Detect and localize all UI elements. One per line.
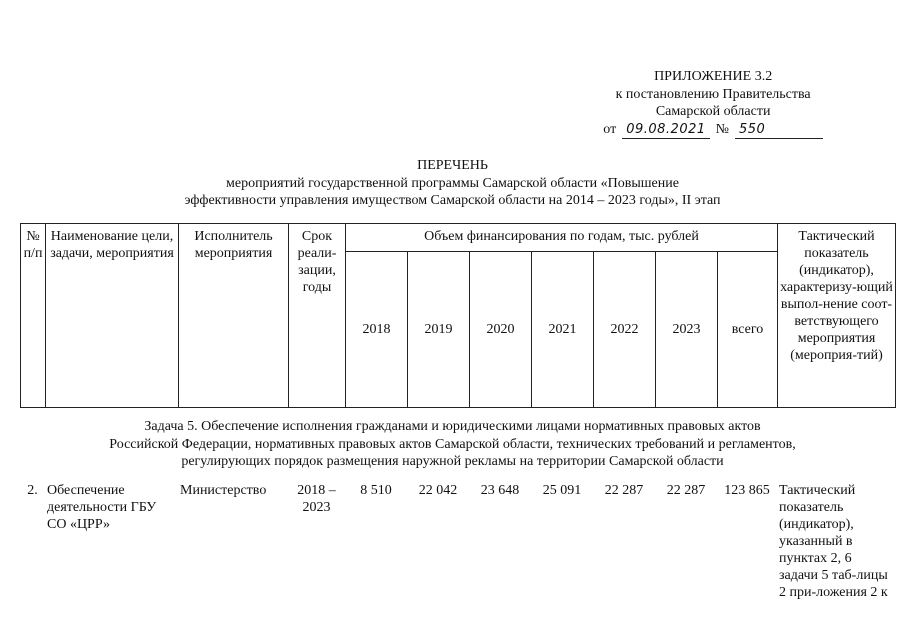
col-header-total: всего bbox=[718, 252, 778, 408]
col-header-term: Срок реали-зации, годы bbox=[289, 224, 346, 408]
col-header-year: 2019 bbox=[408, 252, 470, 408]
table-row bbox=[20, 482, 895, 601]
title-heading: ПЕРЕЧЕНЬ bbox=[417, 158, 488, 173]
task-heading bbox=[0, 418, 905, 471]
appendix-label: ПРИЛОЖЕНИЕ 3.2 bbox=[654, 69, 773, 84]
handwritten-date: 09.08.2021 bbox=[622, 121, 709, 140]
row-indicator: Тактический показатель (индикатор), указанный в пунктах 2, 6 задачи 5 таб-лицы 2 при-ложения 2 к bbox=[779, 483, 888, 600]
document-title bbox=[0, 157, 905, 210]
row-value-2018: 8 510 bbox=[360, 483, 392, 498]
number-label: № bbox=[715, 121, 729, 137]
title-line-3: эффективности управления имуществом Самарской области на 2014 – 2023 годы», II этап bbox=[184, 193, 721, 208]
row-term: 2018 – 2023 bbox=[297, 483, 336, 515]
col-header-year: 2020 bbox=[470, 252, 532, 408]
appendix-signature-line bbox=[603, 121, 823, 140]
row-num: 2. bbox=[27, 483, 38, 498]
col-header-indicator: Тактический показатель (индикатор), характеризу-ющий выпол-нение соот-ветствующего мероприятия (мероприя-тий) bbox=[778, 224, 896, 408]
col-header-name: Наименование цели, задачи, мероприятия bbox=[46, 224, 179, 408]
handwritten-number: 550 bbox=[735, 121, 823, 140]
row-executor: Министерство bbox=[180, 483, 267, 498]
task-line-1: Задача 5. Обеспечение исполнения гражданами и юридическими лицами нормативных правовых актов bbox=[144, 419, 761, 434]
col-header-funding: Объем финансирования по годам, тыс. рублей bbox=[346, 224, 778, 252]
appendix-block bbox=[603, 68, 823, 139]
col-header-year: 2022 bbox=[594, 252, 656, 408]
appendix-decree: к постановлению Правительства bbox=[615, 86, 811, 102]
appendix-region: Самарской области bbox=[655, 104, 771, 119]
col-header-executor: Исполнитель мероприятия bbox=[179, 224, 289, 408]
header-table bbox=[20, 223, 896, 408]
row-value-2020: 23 648 bbox=[480, 483, 520, 498]
row-value-total: 123 865 bbox=[724, 483, 770, 498]
row-name: Обеспечение деятельности ГБУ СО «ЦРР» bbox=[47, 483, 157, 532]
col-header-year: 2018 bbox=[346, 252, 408, 408]
row-value-2023: 22 287 bbox=[666, 483, 706, 498]
from-label: от bbox=[603, 121, 617, 137]
row-value-2021: 25 091 bbox=[542, 483, 582, 498]
task-line-3: регулирующих порядок размещения наружной рекламы на территории Самарской области bbox=[181, 454, 724, 469]
col-header-num: № п/п bbox=[21, 224, 46, 408]
row-value-2022: 22 287 bbox=[604, 483, 644, 498]
task-line-2: Российской Федерации, нормативных правовых актов Самарской области, технических требований и регламентов, bbox=[109, 436, 796, 452]
title-line-2: мероприятий государственной программы Самарской области «Повышение bbox=[226, 175, 679, 191]
data-table bbox=[20, 482, 895, 601]
row-value-2019: 22 042 bbox=[418, 483, 458, 498]
col-header-year: 2021 bbox=[532, 252, 594, 408]
col-header-year: 2023 bbox=[656, 252, 718, 408]
